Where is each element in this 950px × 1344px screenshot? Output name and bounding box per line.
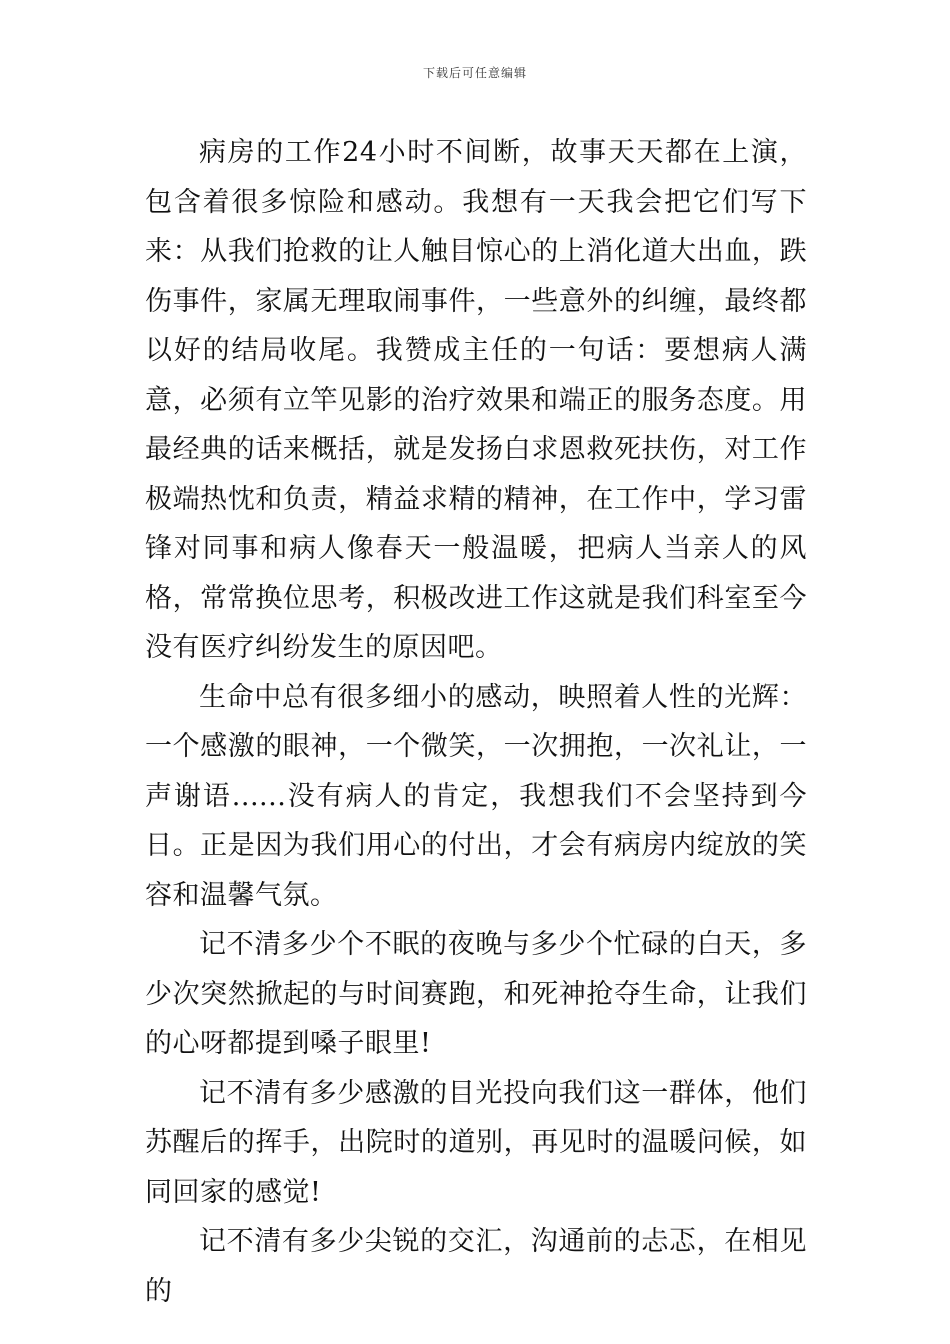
paragraph-1: 病房的工作24小时不间断，故事天天都在上演，包含着很多惊险和感动。我想有一天我会把它们写下来：从我们抢救的让人触目惊心的上消化道大出血，跌伤事件，家属无理取闹事件，一些意外的纠缠，最终都以好的结局收尾。我赞成主任的一句话：要想病人满意，必须有立竿见影的治疗效果和端正的服务态度。用最经典的话来概括，就是发扬白求恩救死扶伤，对工作极端热忱和负责，精益求精的精神，在工作中，学习雷锋对同事和病人像春天一般温暖，把病人当亲人的风格，常常换位思考，积极改进工作这就是我们科室至今没有医疗纠纷发生的原因吧。 [145, 137, 807, 663]
paragraph-5: 记不清有多少尖锐的交汇，沟通前的忐忑，在相见的 [145, 1226, 807, 1307]
page-header: 下载后可任意编辑 [422, 66, 527, 80]
paragraph-3: 记不清多少个不眠的夜晚与多少个忙碌的白天，多少次突然掀起的与时间赛跑，和死神抢夺生命，让我们的心呀都提到嗓子眼里! [145, 929, 807, 1059]
document-body [145, 128, 807, 1316]
paragraph-4: 记不清有多少感激的目光投向我们这一群体，他们苏醒后的挥手，出院时的道别，再见时的温暖问候，如同回家的感觉! [145, 1077, 807, 1208]
paragraph-2: 生命中总有很多细小的感动，映照着人性的光辉：一个感激的眼神，一个微笑，一次拥抱，一次礼让，一声谢语......没有病人的肯定，我想我们不会坚持到今日。正是因为我们用心的付出，才会有病房内绽放的笑容和温馨气氛。 [145, 681, 807, 911]
